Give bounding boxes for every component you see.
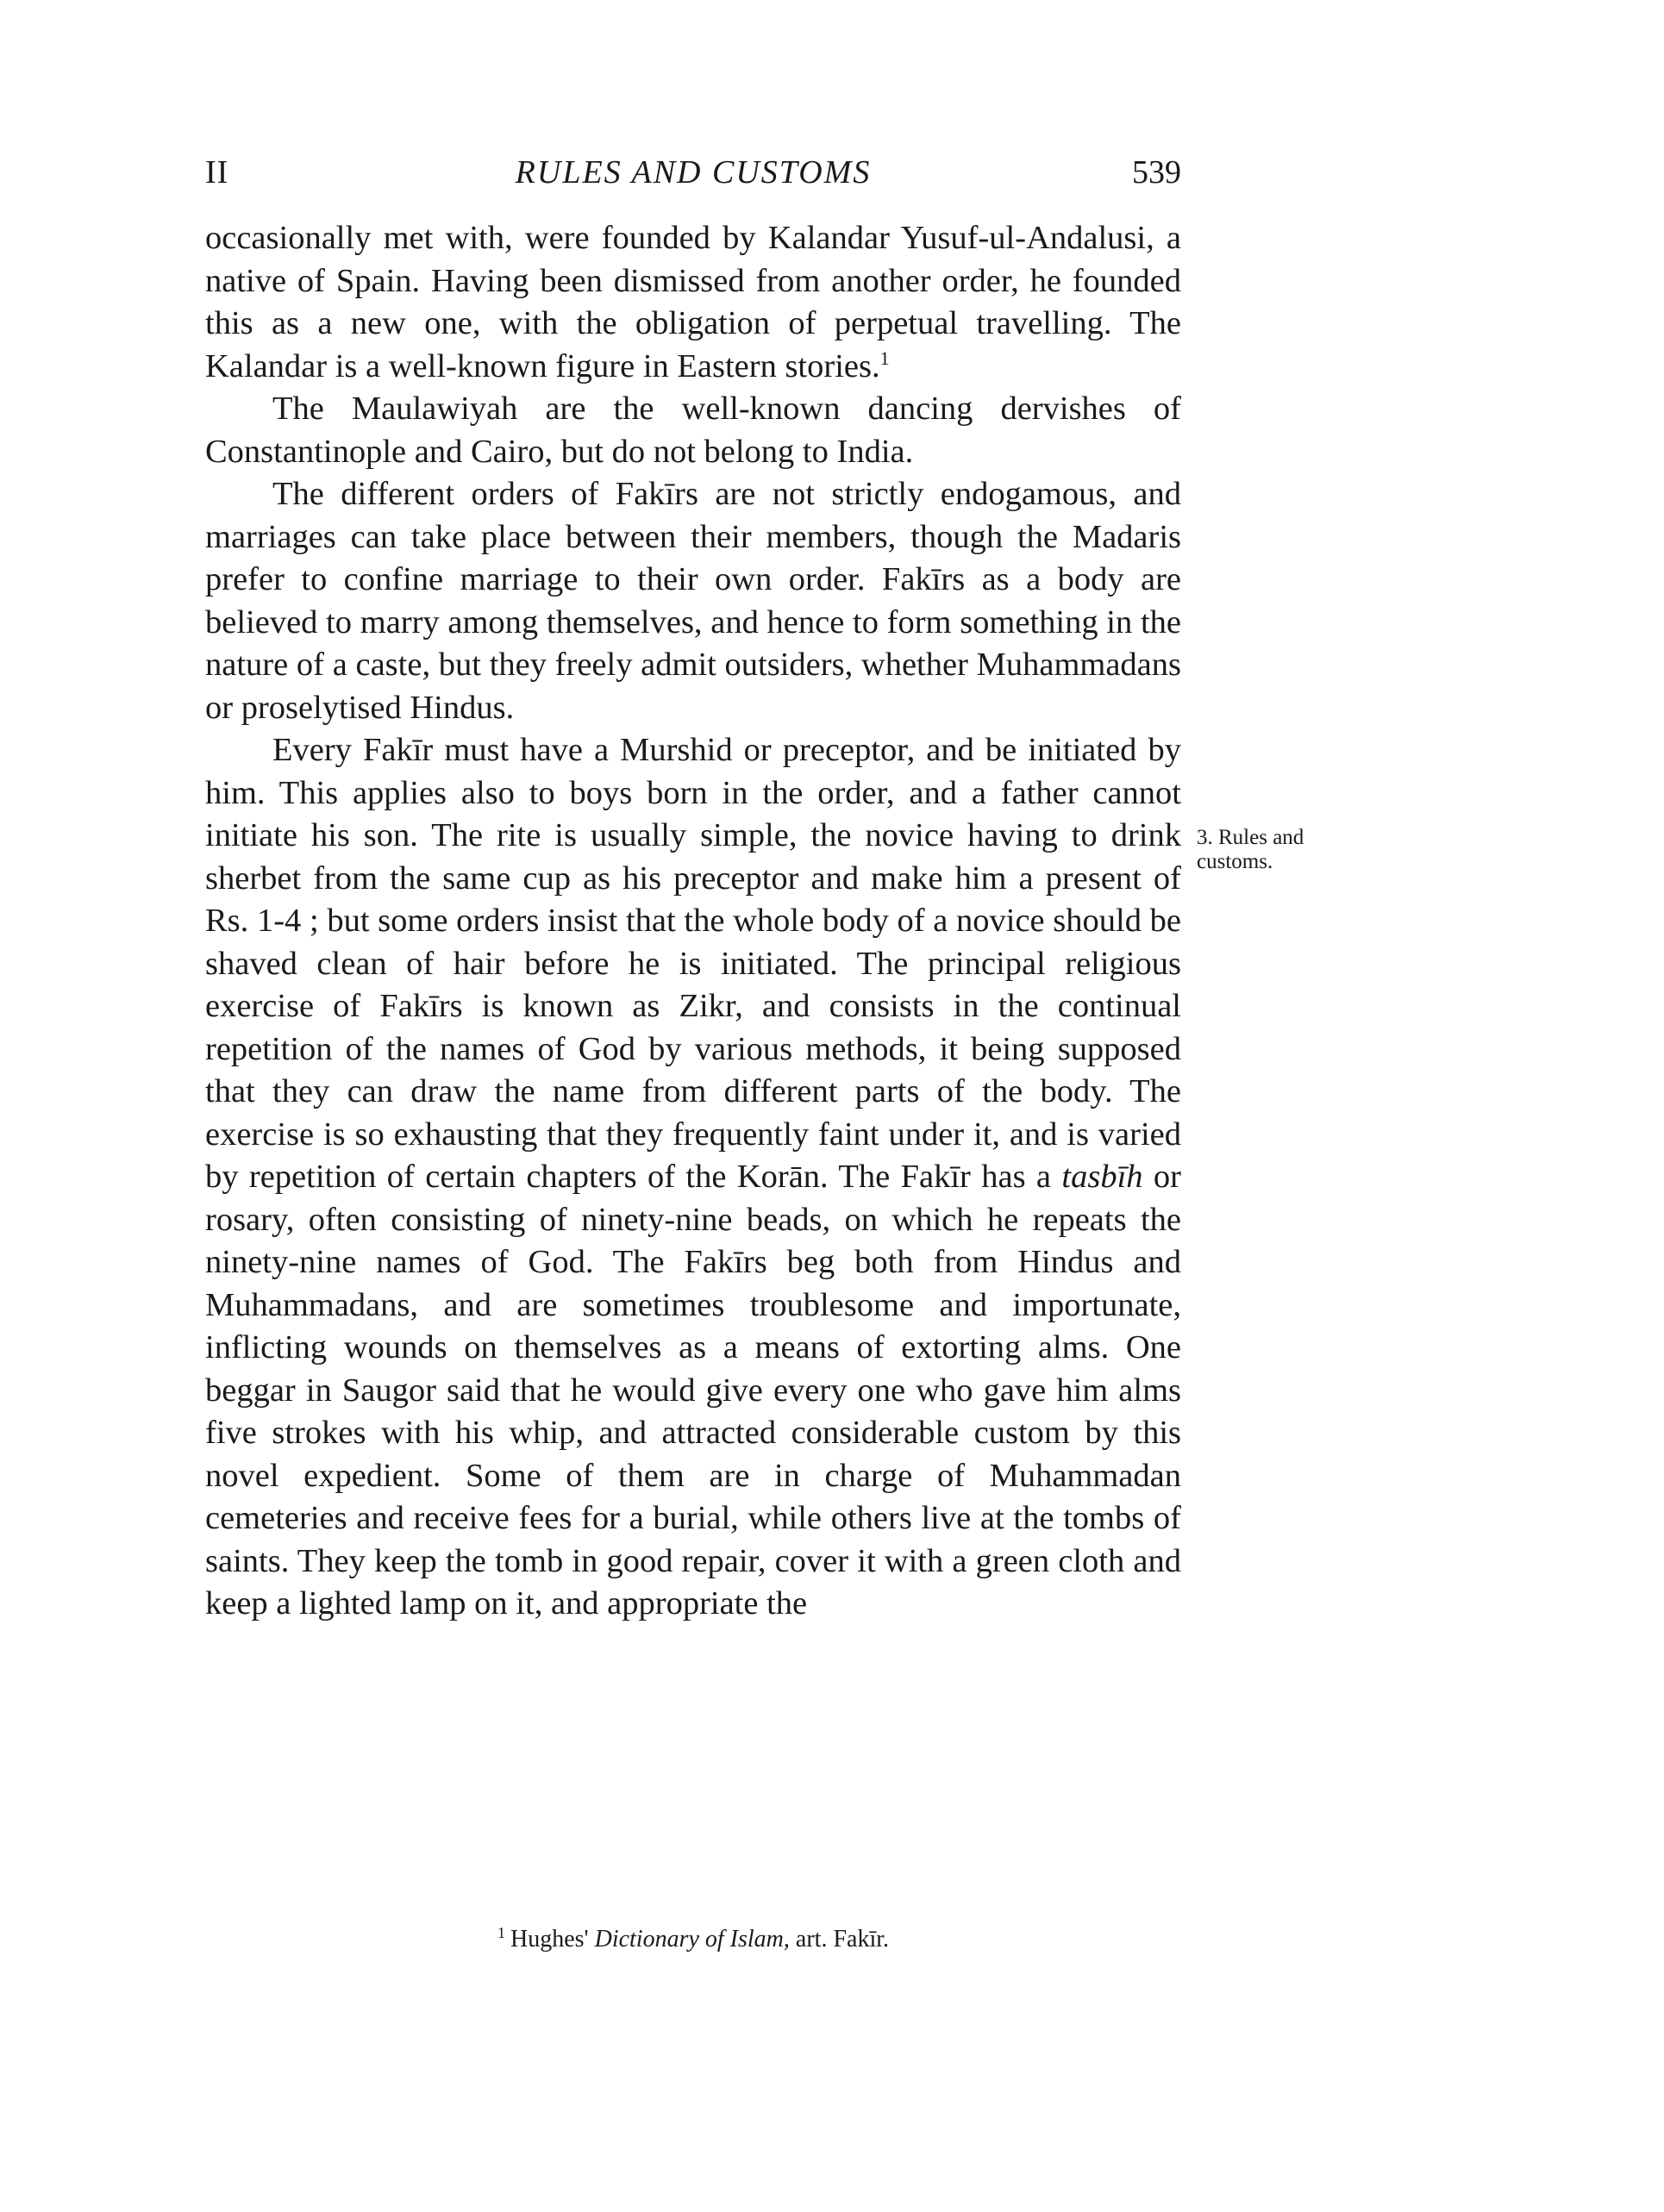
- running-title: RULES AND CUSTOMS: [515, 154, 872, 191]
- running-head: [205, 153, 1181, 197]
- margin-note: 3. Rules and customs.: [1197, 826, 1304, 873]
- footnote-number: 1: [497, 1923, 505, 1941]
- paragraph-4-text-a: Every Fakīr must have a Murshid or preceptor, and be initiated by him. This applies also to boys born in the order, and a father cannot initiate his son. The rite is usually simple, the novice having to drink sherbet from the same cup as his preceptor and make him a present of Rs. 1-4 ; but some orders insist that the whole body of a novice should be shaved clean of hair before he is initiated. The principal religious exercise of Fakīrs is known as Zikr, and consists in the continual repetition of the names of God by various methods, it being supposed that they can draw the name from different parts of the body. The exercise is so exhausting that they frequently faint under it, and is varied by repetition of certain chapters of the Korān. The Fakīr has a: [205, 732, 1181, 1195]
- footnote-prefix: Hughes': [510, 1926, 595, 1953]
- paragraph-1: [205, 217, 1181, 388]
- footnote-reference: 1: [879, 347, 890, 369]
- paragraph-3: The different orders of Fakīrs are not strictly endogamous, and marriages can take place between their members, though the Madaris prefer to confine marriage to their own order. Fakīrs as a body are believed to marry among themselves, and hence to form something in the nature of a caste, but they freely admit outsiders, whether Muhammadans or proselytised Hindus.: [205, 476, 1181, 726]
- footnote: [205, 1924, 1181, 1955]
- footnote-suffix: art. Fakīr.: [789, 1926, 889, 1953]
- paragraph-4: [205, 729, 1181, 1626]
- page-number: 539: [1132, 154, 1181, 191]
- paragraph-4-text-b: or rosary, often consisting of ninety-nine beads, on which he repeats the ninety-nine names of God. The Fakīrs beg both from Hindus and Muhammadans, and are sometimes troublesome and importunate, inflicting wounds on themselves as a means of extorting alms. One beggar in Saugor said that he would give every one who gave him alms five strokes with his whip, and attracted considerable custom by this novel expedient. Some of them are in charge of Muhammadan cemeteries and receive fees for a burial, while others live at the tombs of saints. They keep the tomb in good repair, cover it with a green cloth and keep a lighted lamp on it, and appropriate the: [205, 1159, 1181, 1622]
- footnote-title: Dictionary of Islam,: [594, 1926, 790, 1953]
- paragraph-2: The Maulawiyah are the well-known dancing dervishes of Constantinople and Cairo, but do not belong to India.: [205, 391, 1181, 470]
- body-text: [205, 217, 1181, 1626]
- chapter-numeral: II: [205, 154, 229, 191]
- tasbih-term: tasbīh: [1061, 1159, 1143, 1195]
- paragraph-1-text: occasionally met with, were founded by Kalandar Yusuf-ul-Andalusi, a native of Spain. Having been dismissed from another order, he founded this as a new one, with the obligation of perpetual travelling. The Kalandar is a well-known figure in Eastern stories.: [205, 220, 1181, 384]
